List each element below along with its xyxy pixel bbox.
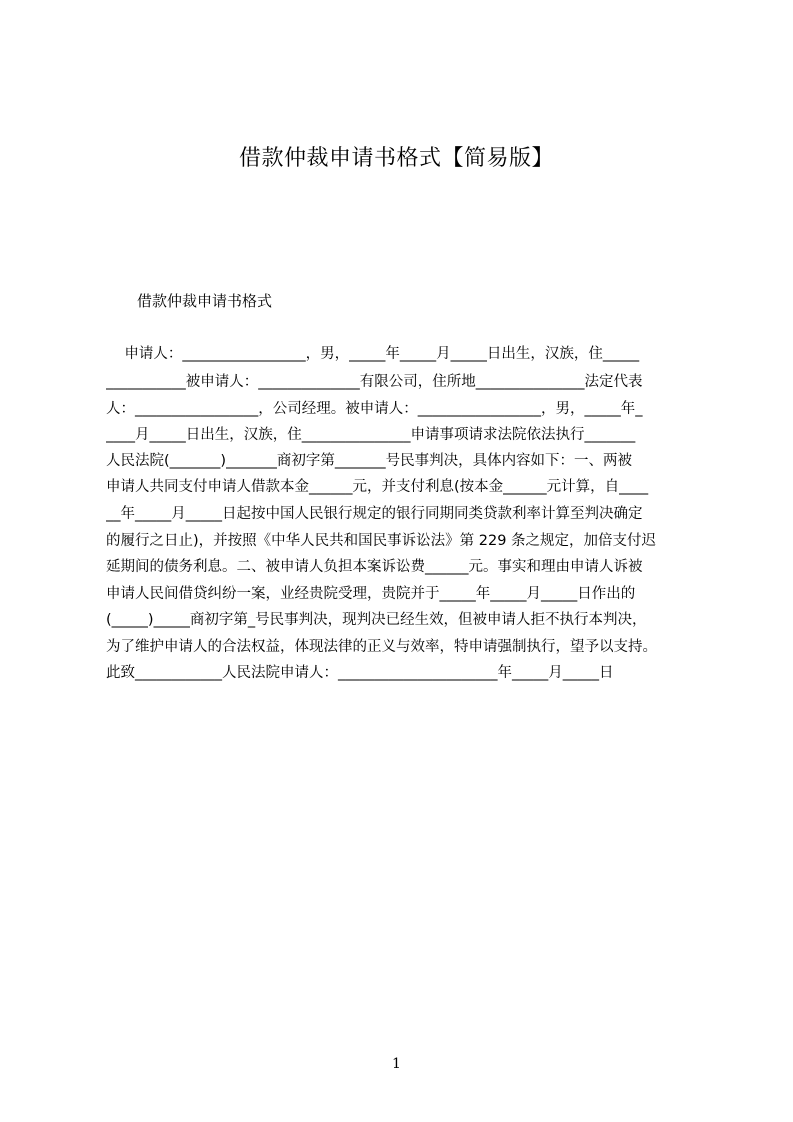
document-title: 借款仲裁申请书格式【简易版】: [238, 146, 554, 171]
body-line: 申请人：_________________，男，_____年_____月_____日出生，汉族，住_____: [106, 346, 640, 362]
body-line: 延期间的债务利息。二、被申请人负担本案诉讼费______元。事实和理由申请人诉被: [106, 559, 643, 575]
body-line: ___________被申请人：______________有限公司，住所地_______________法定代表: [106, 374, 643, 390]
body-line: 的履行之日止)，并按照《中华人民共和国民事诉讼法》第 229 条之规定，加倍支付迟: [106, 533, 657, 549]
body-line: ____月_____日出生，汉族，住_______________申请事项请求法院依法执行_______: [106, 427, 636, 443]
body-line: 人民法院(_______)_______商初字第_______号民事判决，具体内容如下：一、两被: [106, 453, 633, 469]
body-line: 申请人民间借贷纠纷一案，业经贵院受理，贵院并于_____年_____月_____日作出的: [106, 586, 636, 602]
page-number: 1: [392, 1056, 401, 1072]
body-line: (_____)_____商初字第_号民事判决，现判决已经生效，但被申请人拒不执行本判决，: [106, 612, 647, 628]
document-subtitle: 借款仲裁申请书格式: [137, 292, 273, 310]
body-line: 人：_________________，公司经理。被申请人：_________________，男，_____年_: [106, 401, 643, 417]
body-line: __年_____月_____日起按中国人民银行规定的银行同期同类贷款利率计算至判决确定: [106, 506, 643, 522]
body-line: 此致____________人民法院申请人：______________________年_____月_____日: [106, 665, 614, 681]
body-line: 为了维护申请人的合法权益，体现法律的正义与效率，特申请强制执行，望予以支持。: [106, 639, 657, 655]
body-line: 申请人共同支付申请人借款本金______元，并支付利息(按本金______元计算，自____: [106, 479, 649, 495]
